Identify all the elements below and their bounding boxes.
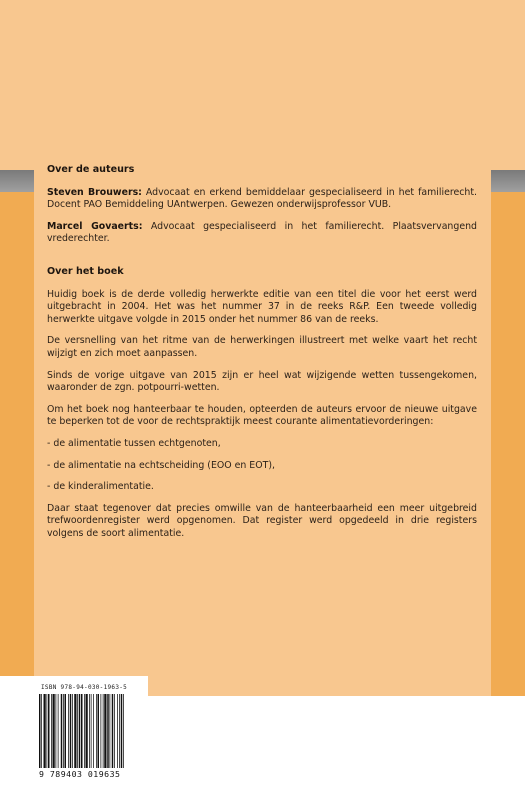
back-cover-text bbox=[47, 164, 477, 549]
cover-top-band bbox=[0, 0, 525, 170]
isbn-label: ISBN 978-94-030-1963-5 bbox=[41, 684, 128, 691]
author-bio-text: Advocaat en erkend bemiddelaar gespecialiseerd in het familierecht. Docent PAO Bemiddeling UAntwerpen. Gewezen onderwijsprofessor VUB. bbox=[47, 186, 477, 211]
right-spine-grey-band bbox=[491, 170, 525, 192]
book-paragraph: Sinds de vorige uitgave van 2015 zijn er heel wat wijzigende wetten tussengekomen, waaronder de zgn. potpourri-wetten. bbox=[47, 369, 477, 394]
list-item: - de kinderalimentatie. bbox=[47, 481, 154, 493]
ean-digits: 9 789403 019635 bbox=[39, 769, 121, 779]
right-orange-edge bbox=[491, 192, 525, 696]
book-paragraph: De versnelling van het ritme van de herwerkingen illustreert met welke vaart het recht wijzigt en zich moet aanpassen. bbox=[47, 335, 477, 359]
book-heading: Over het boek bbox=[47, 265, 124, 277]
barcode-icon bbox=[39, 694, 142, 768]
barcode-label bbox=[33, 676, 148, 788]
left-orange-edge bbox=[0, 192, 34, 676]
left-spine-grey-band bbox=[0, 170, 34, 192]
author-name: Marcel Govaerts: bbox=[47, 220, 143, 232]
list-item: - de alimentatie tussen echtgenoten, bbox=[47, 437, 221, 449]
book-paragraph: Huidig boek is de derde volledig herwerkte editie van een titel die voor het eerst werd uitgebracht in 2004. Het was het nummer 37 in de reeks R&P. Een tweede volledig herwerkte uitgave volgde in 2015 onder het nummer 86 van de reeks. bbox=[47, 288, 477, 325]
list-item: - de alimentatie na echtscheiding (EOO en EOT), bbox=[47, 459, 275, 471]
author-bio-govaerts bbox=[47, 221, 477, 246]
author-name: Steven Brouwers: bbox=[47, 186, 142, 198]
book-closing-paragraph: Daar staat tegenover dat precies omwille van de hanteerbaarheid een meer uitgebreid trefwoordenregister werd opgenomen. Dat register werd opgedeeld in drie registers volgens de soort alimentatie. bbox=[47, 502, 477, 539]
authors-heading: Over de auteurs bbox=[47, 164, 135, 175]
book-paragraph: Om het boek nog hanteerbaar te houden, opteerden de auteurs ervoor de nieuwe uitgave te beperken tot de voor de rechtspraktijk meest courante alimentatievorderingen: bbox=[47, 403, 477, 428]
author-bio-brouwers bbox=[47, 187, 477, 212]
author-bio-text: Advocaat gespecialiseerd in het familierecht. Plaatsvervangend vrederechter. bbox=[47, 220, 477, 245]
